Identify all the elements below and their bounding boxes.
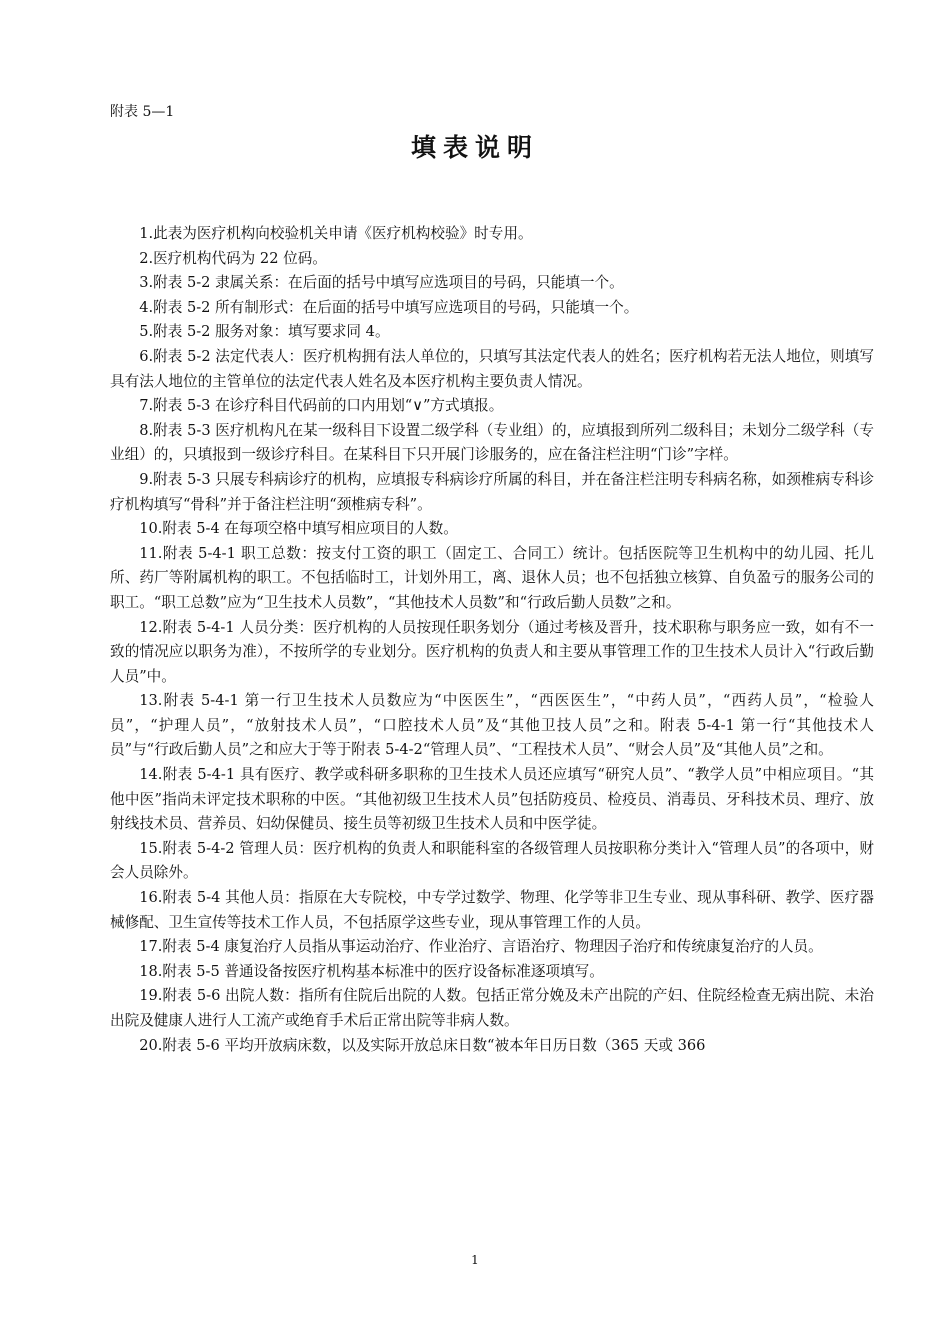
instruction-item-4: 4.附表 5-2 所有制形式：在后面的括号中填写应选项目的号码，只能填一个。 <box>139 298 639 316</box>
instruction-item-18: 18.附表 5-5 普通设备按医疗机构基本标准中的医疗设备标准逐项填写。 <box>139 962 604 980</box>
instruction-item-12: 12.附表 5-4-1 人员分类：医疗机构的人员按现任职务划分（通过考核及晋升，技术职称与职务应一致，如有不一致的情况应以职务为准），不按所学的专业划分。医疗机构的负责人和主要从事管理工作的卫生技术人员计入“行政后勤人员”中。 <box>110 618 874 685</box>
instruction-item-2: 2.医疗机构代码为 22 位码。 <box>139 249 327 267</box>
instruction-item-6: 6.附表 5-2 法定代表人：医疗机构拥有法人单位的，只填写其法定代表人的姓名；医疗机构若无法人地位，则填写具有法人地位的主管单位的法定代表人姓名及本医疗机构主要负责人情况。 <box>110 347 874 390</box>
instruction-item-13: 13.附表 5-4-1 第一行卫生技术人员数应为“中医医生”，“西医医生”，“中药人员”，“西药人员”，“检验人员”，“护理人员”，“放射技术人员”，“口腔技术人员”及“其他卫技人员”之和。附表 5-4-1 第一行“其他技术人员”与“行政后勤人员”之和应大于等于附表 5-4-2“管理人员”、“工程技术人员”、“财会人员”及“其他人员”之和。 <box>110 692 874 759</box>
instruction-item-20: 20.附表 5-6 平均开放病床数，以及实际开放总床日数“被本年日历日数（365 天或 366 <box>139 1036 706 1054</box>
instructions-body <box>110 222 874 1058</box>
instruction-item-15: 15.附表 5-4-2 管理人员：医疗机构的负责人和职能科室的各级管理人员按职称分类计入“管理人员”的各项中，财会人员除外。 <box>110 839 874 882</box>
instruction-item-7: 7.附表 5-3 在诊疗科目代码前的口内用划“∨”方式填报。 <box>139 397 504 415</box>
instruction-item-10: 10.附表 5-4 在每项空格中填写相应项目的人数。 <box>139 520 458 538</box>
instruction-item-17: 17.附表 5-4 康复治疗人员指从事运动治疗、作业治疗、言语治疗、物理因子治疗和传统康复治疗的人员。 <box>139 938 823 956</box>
page-number: 1 <box>471 1253 479 1267</box>
instruction-item-5: 5.附表 5-2 服务对象：填写要求同 4。 <box>139 323 390 341</box>
page-title: 填表说明 <box>410 133 539 162</box>
instruction-item-16: 16.附表 5-4 其他人员：指原在大专院校，中专学过数学、物理、化学等非卫生专业、现从事科研、教学、医疗器械修配、卫生宣传等技术工作人员，不包括原学这些专业，现从事管理工作的人员。 <box>110 889 874 931</box>
instruction-item-8: 8.附表 5-3 医疗机构凡在某一级科目下设置二级学科（专业组）的，应填报到所列二级科目；未划分二级学科（专业组）的，只填报到一级诊疗科目。在某科目下只开展门诊服务的，应在备注栏注明“门诊”字样。 <box>110 421 874 464</box>
instruction-item-3: 3.附表 5-2 隶属关系：在后面的括号中填写应选项目的号码，只能填一个。 <box>139 274 624 292</box>
instruction-item-11: 11.附表 5-4-1 职工总数：按支付工资的职工（固定工、合同工）统计。包括医院等卫生机构中的幼儿园、托儿所、药厂等附属机构的职工。不包括临时工，计划外用工，离、退休人员；也不包括独立核算、自负盈亏的服务公司的职工。“职工总数”应为“卫生技术人员数”，“其他技术人员数”和“行政后勤人员数”之和。 <box>110 544 874 611</box>
attachment-label: 附表 5—1 <box>110 104 175 120</box>
instruction-item-9: 9.附表 5-3 只展专科病诊疗的机构，应填报专科病诊疗所属的科目，并在备注栏注明专科病名称，如颈椎病专科诊疗机构填写“骨科”并于备注栏注明“颈椎病专科”。 <box>110 470 874 513</box>
instruction-item-19: 19.附表 5-6 出院人数：指所有住院后出院的人数。包括正常分娩及未产出院的产妇、住院经检查无病出院、未治出院及健康人进行人工流产或绝育手术后正常出院等非病人数。 <box>110 987 874 1029</box>
instruction-item-14: 14.附表 5-4-1 具有医疗、教学或科研多职称的卫生技术人员还应填写“研究人员”、“教学人员”中相应项目。“其他中医”指尚未评定技术职称的中医。“其他初级卫生技术人员”包括防疫员、检疫员、消毒员、牙科技术员、理疗、放射线技术员、营养员、妇幼保健员、接生员等初级卫生技术人员和中医学徒。 <box>110 766 874 833</box>
instruction-item-1: 1.此表为医疗机构向校验机关申请《医疗机构校验》时专用。 <box>139 225 533 242</box>
